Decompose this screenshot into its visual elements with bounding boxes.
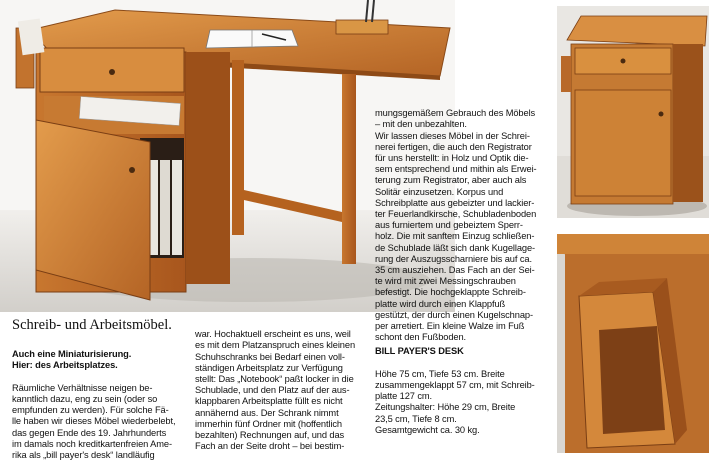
product-specs: Höhe 75 cm, Tiefe 53 cm. Breite zusammengeklappt 57 cm, mit Schreib- platte 127 cm. Zeitungshalter: Höhe 29 cm, Breite 23,5 cm, Tiefe 8 cm. Gesamtgewicht ca. 30 kg. [375, 368, 535, 435]
article-subheading: Auch eine Miniaturisierung. Hier: des Arbeitsplatzes. [12, 349, 132, 371]
text-column-3 [375, 97, 553, 436]
column-2-body: war. Hochaktuell erscheint es uns, weil es mit dem Platzanspruch eines kleinen Schuhschranks bei Bedarf einen voll- ständigen Arbeitsplatz zur Verfügung stellt: Das „Notebook“ paßt locker in die Schublade, und den Platz auf der aus- klappbaren Arbeitsplatte füllt es nicht annähernd aus. Der Schrank nimmt immerhin fünf Ordner mit (hoffentlich bezahlten) Rechnungen auf, und das Fach an der Seite droht – bei bestim- [195, 329, 356, 452]
text-column-1 [12, 338, 190, 461]
text-column-2 [195, 318, 375, 452]
column-3-body: mungsgemäßem Gebrauch des Möbels – mit den unbezahlten. Wir lassen dieses Möbel in der Schrei- nerei fertigen, die auch den Registrator für uns herstellt: in Holz und Optik die- sem entsprechend und mithin als Erwei- terung zum Registrator, aber auch als Solitär einzusetzen. Korpus und Schreibplatte aus gebeizter und lackier- ter Feuerlandkirsche, Schubladenboden aus furniertem und gebeiztem Sperr- holz. Die mit sanftem Einzug schließen- de Schublade läßt sich dank Kugellage- rung der Auszugsscharniere bis auf ca. 35 cm ausziehen. Das Fach an der Sei- te wird mit zwei Messingschrauben befestigt. Die hochgeklappte Schreib- platte wird durch einen Klappfuß gestützt, der durch einen Kugelschnap- per arretiert. Ein kleine Walze im Fuß schont den Fußboden. [375, 108, 537, 343]
column-1-body: Räumliche Verhältnisse neigen be- kanntlich dazu, eng zu sein (oder so empfunden zu werden). Für solche Fä- lle haben wir dieses Möbel wiederbelebt, das gegen Ende des 19. Jahrhunderts im damals noch kreditkartenfreien Ame- rika als „bill payer's desk“ landläufig [12, 382, 176, 461]
article-title: Schreib- und Arbeitsmöbel. [12, 317, 172, 333]
side-rack-closeup-photo [557, 234, 709, 453]
product-heading: BILL PAYER'S DESK [375, 346, 464, 357]
cabinet-closed-photo [557, 6, 709, 218]
